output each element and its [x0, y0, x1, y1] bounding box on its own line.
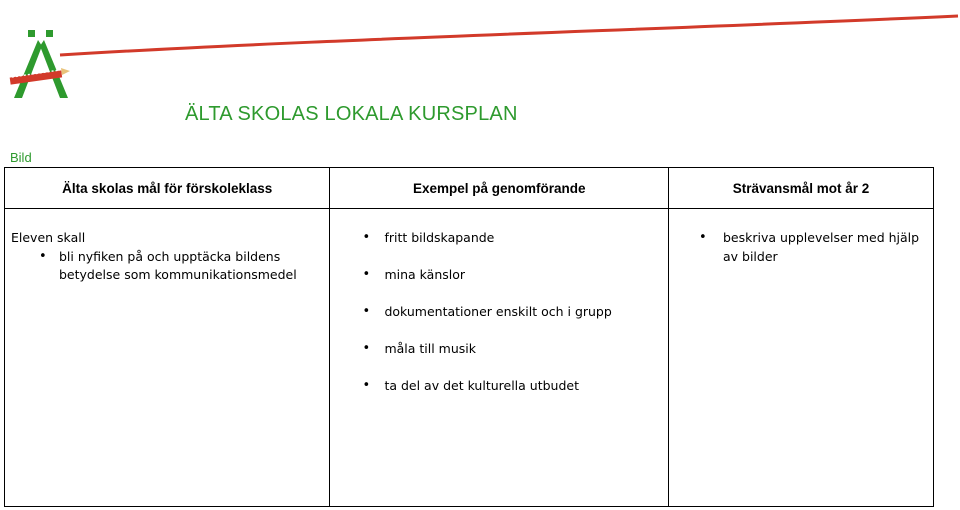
aims-list [675, 229, 927, 266]
column-header-aims: Strävansmål mot år 2 [668, 168, 933, 209]
examples-list [336, 229, 662, 396]
column-header-examples: Exempel på genomförande [330, 168, 669, 209]
list-item: • dokumentationer enskilt och i grupp [336, 303, 662, 322]
goals-intro: Eleven skall [11, 230, 86, 245]
table-body-row [5, 209, 934, 507]
header-swoosh-line [0, 0, 960, 90]
list-item: • fritt bildskapande [336, 229, 662, 248]
examples-cell [330, 209, 669, 507]
list-item: • ta del av det kulturella utbudet [336, 377, 662, 396]
course-plan-table [4, 167, 934, 507]
list-item: • mina känslor [336, 266, 662, 285]
goals-cell [5, 209, 330, 507]
subject-label: Bild [10, 150, 32, 165]
goals-list [11, 248, 323, 285]
list-item: • beskriva upplevelser med hjälp av bilder [675, 229, 927, 266]
aims-cell [668, 209, 933, 507]
page-title: ÄLTA SKOLAS LOKALA KURSPLAN [185, 103, 518, 125]
column-header-goals: Älta skolas mål för förskoleklass [5, 168, 330, 209]
school-logo-icon [6, 28, 76, 102]
list-item: • bli nyfiken på och upptäcka bildens betydelse som kommunikationsmedel [11, 248, 323, 285]
table-header-row [5, 168, 934, 209]
list-item: • måla till musik [336, 340, 662, 359]
